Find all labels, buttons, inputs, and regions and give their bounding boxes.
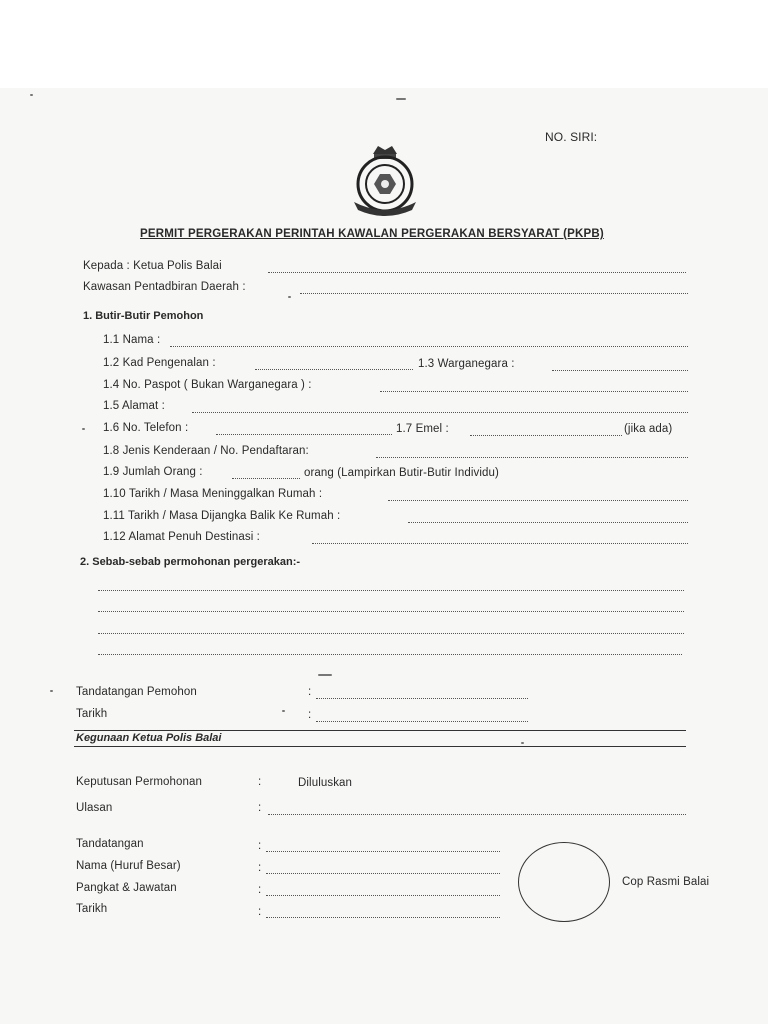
divider <box>74 730 686 731</box>
scan-speck <box>282 710 285 712</box>
passport-label: 1.4 No. Paspot ( Bukan Warganegara ) : <box>103 379 312 391</box>
destination-field[interactable] <box>312 543 688 544</box>
applicant-date-label: Tarikh <box>76 708 108 720</box>
colon: : <box>308 709 312 721</box>
decision-value: Diluluskan <box>298 777 353 789</box>
scan-speck <box>396 98 406 100</box>
phone-label: 1.6 No. Telefon : <box>103 422 189 434</box>
vehicle-field[interactable] <box>376 457 688 458</box>
officer-signature-field[interactable] <box>266 851 500 852</box>
section-1-heading: 1. Butir-Butir Pemohon <box>83 310 204 322</box>
applicant-signature-label: Tandatangan Pemohon <box>76 686 197 698</box>
return-datetime-label: 1.11 Tarikh / Masa Dijangka Balik Ke Rumah : <box>103 510 341 522</box>
scan-speck <box>318 674 332 676</box>
district-label: Kawasan Pentadbiran Daerah : <box>83 281 246 293</box>
ic-field[interactable] <box>255 369 413 370</box>
vehicle-label: 1.8 Jenis Kenderaan / No. Pendaftaran: <box>103 445 309 457</box>
official-use-heading: Kegunaan Ketua Polis Balai <box>76 732 222 744</box>
reason-line-3[interactable] <box>98 633 684 634</box>
scan-speck <box>288 296 291 298</box>
reason-line-4[interactable] <box>98 654 682 655</box>
people-count-note: orang (Lampirkan Butir-Butir Individu) <box>304 467 499 479</box>
leave-datetime-label: 1.10 Tarikh / Masa Meninggalkan Rumah : <box>103 488 323 500</box>
colon: : <box>308 686 312 698</box>
colon: : <box>258 840 262 852</box>
phone-field[interactable] <box>216 434 392 435</box>
officer-name-label: Nama (Huruf Besar) <box>76 860 181 872</box>
colon: : <box>258 802 262 814</box>
officer-rank-field[interactable] <box>266 895 500 896</box>
decision-label: Keputusan Permohonan <box>76 776 203 788</box>
people-count-field[interactable] <box>232 478 300 479</box>
remarks-label: Ulasan <box>76 802 113 814</box>
scan-speck <box>30 94 33 96</box>
email-field[interactable] <box>470 435 622 436</box>
police-crest-logo <box>340 140 430 220</box>
reason-line-1[interactable] <box>98 590 684 591</box>
colon: : <box>258 776 262 788</box>
officer-name-field[interactable] <box>266 873 500 874</box>
name-label: 1.1 Nama : <box>103 334 161 346</box>
applicant-date-field[interactable] <box>316 721 528 722</box>
name-field[interactable] <box>170 346 688 347</box>
remarks-field[interactable] <box>268 814 686 815</box>
official-stamp-circle <box>518 842 610 922</box>
destination-label: 1.12 Alamat Penuh Destinasi : <box>103 531 260 543</box>
officer-rank-label: Pangkat & Jawatan <box>76 882 177 894</box>
passport-field[interactable] <box>380 391 688 392</box>
applicant-signature-field[interactable] <box>316 698 528 699</box>
officer-date-label: Tarikh <box>76 903 108 915</box>
colon: : <box>258 884 262 896</box>
colon: : <box>258 906 262 918</box>
citizenship-field[interactable] <box>552 370 688 371</box>
email-label: 1.7 Emel : <box>396 423 449 435</box>
divider <box>74 746 686 747</box>
officer-date-field[interactable] <box>266 917 500 918</box>
email-optional-note: (jika ada) <box>624 423 673 435</box>
colon: : <box>258 862 262 874</box>
address-field[interactable] <box>192 412 688 413</box>
section-2-heading: 2. Sebab-sebab permohonan pergerakan:- <box>80 556 301 568</box>
scan-speck <box>521 742 524 744</box>
people-count-label: 1.9 Jumlah Orang : <box>103 466 203 478</box>
address-label: 1.5 Alamat : <box>103 400 165 412</box>
serial-number-label: NO. SIRI: <box>545 130 598 144</box>
officer-signature-label: Tandatangan <box>76 838 144 850</box>
to-label: Kepada : Ketua Polis Balai <box>83 260 222 272</box>
station-chief-field[interactable] <box>268 272 686 273</box>
citizenship-label: 1.3 Warganegara : <box>418 358 515 370</box>
ic-label: 1.2 Kad Pengenalan : <box>103 357 216 369</box>
scan-speck <box>82 428 85 430</box>
scan-speck <box>50 690 53 692</box>
reason-line-2[interactable] <box>98 611 684 612</box>
form-title: PERMIT PERGERAKAN PERINTAH KAWALAN PERGERAKAN BERSYARAT (PKPB) <box>140 228 604 240</box>
leave-datetime-field[interactable] <box>388 500 688 501</box>
return-datetime-field[interactable] <box>408 522 688 523</box>
district-field[interactable] <box>300 293 688 294</box>
official-stamp-label: Cop Rasmi Balai <box>622 876 710 888</box>
